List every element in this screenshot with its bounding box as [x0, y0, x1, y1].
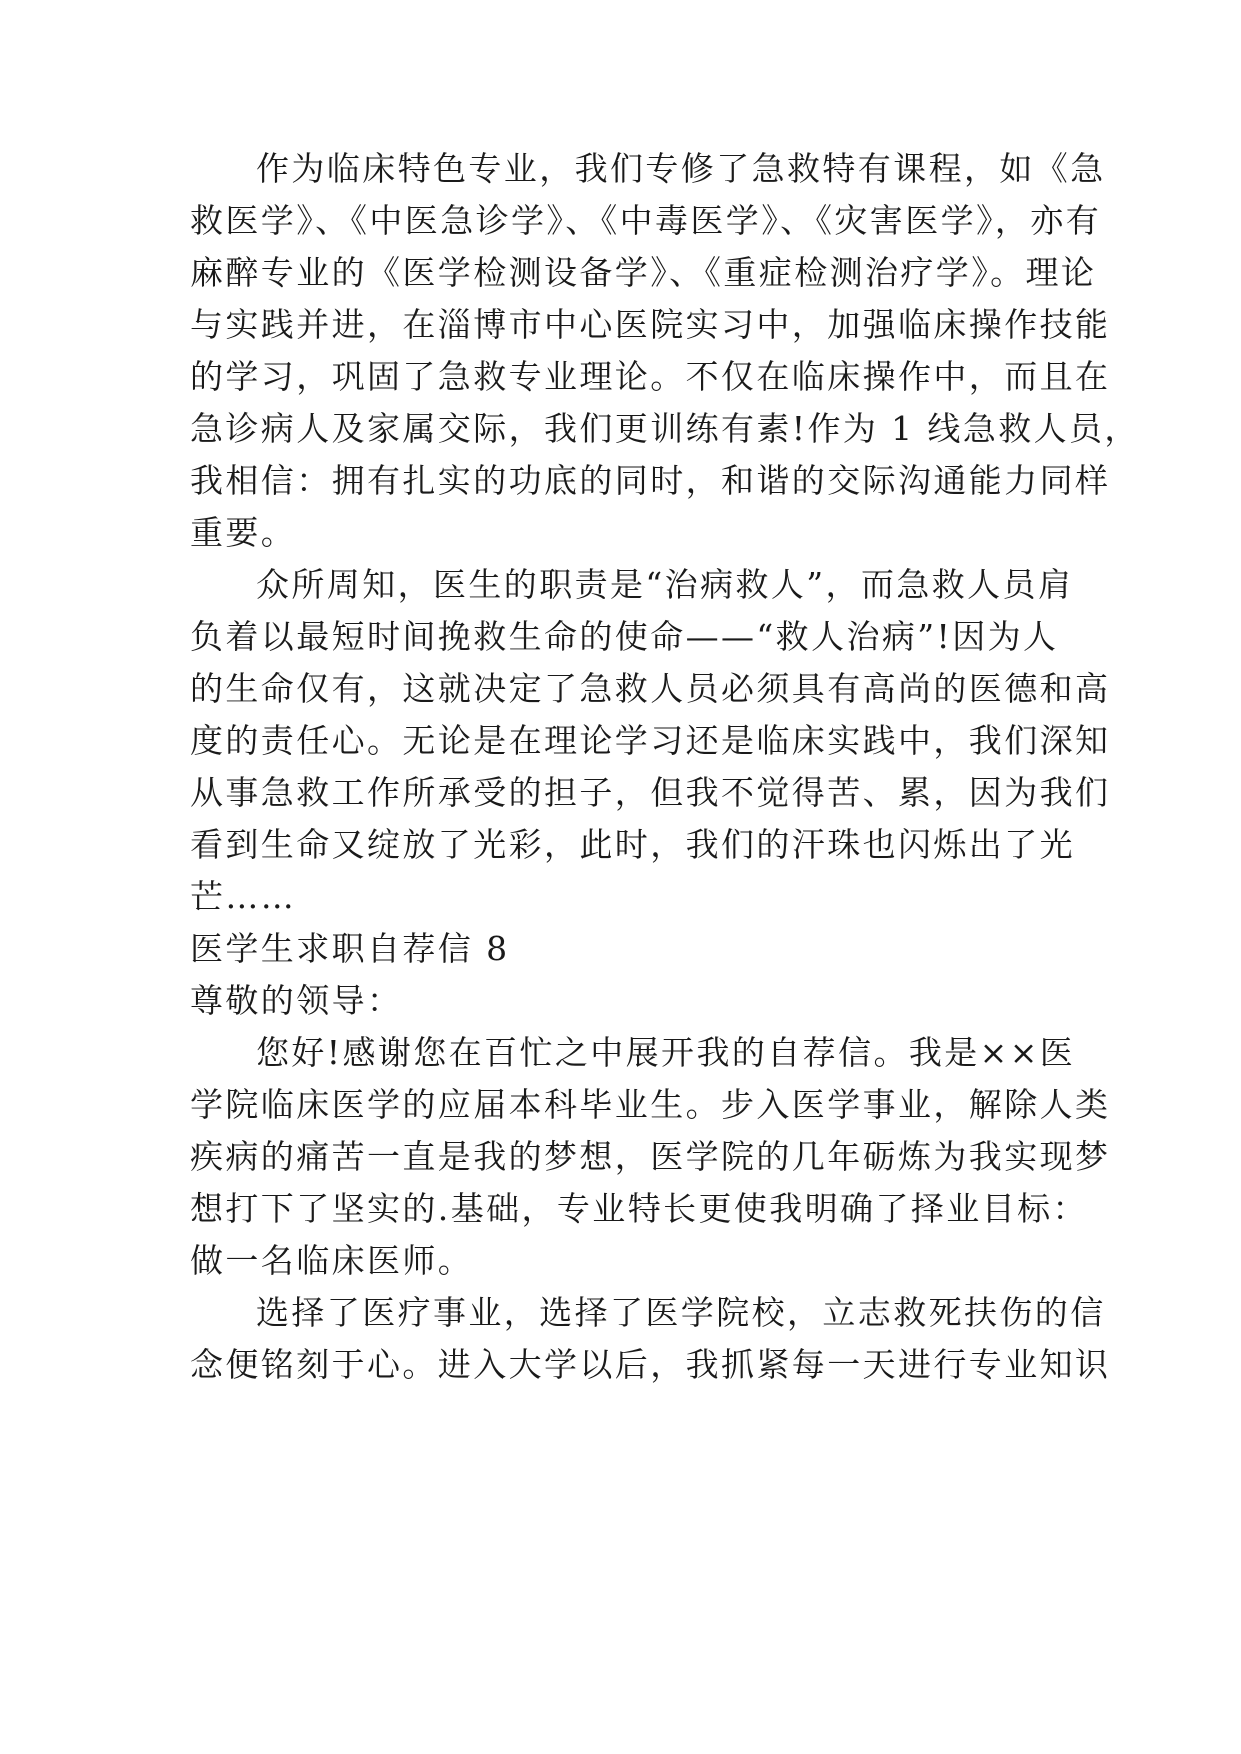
- paragraph-2-line-7: 芒……: [190, 877, 297, 916]
- paragraph-2-line-5: 从事急救工作所承受的担子，但我不觉得苦、累，因为我们: [190, 773, 1111, 812]
- paragraph-4-line-2: 念便铭刻于心。进入大学以后，我抓紧每一天进行专业知识: [190, 1345, 1111, 1384]
- salutation: 尊敬的领导：: [190, 981, 403, 1020]
- paragraph-1-line-6: 急诊病人及家属交际，我们更训练有素!作为 1 线急救人员，: [190, 409, 1140, 448]
- paragraph-3-line-3: 疾病的痛苦一直是我的梦想，医学院的几年砺炼为我实现梦: [190, 1137, 1111, 1176]
- paragraph-1-line-5: 的学习，巩固了急救专业理论。不仅在临床操作中，而且在: [190, 357, 1111, 396]
- paragraph-3-line-2: 学院临床医学的应届本科毕业生。步入医学事业，解除人类: [190, 1085, 1111, 1124]
- paragraph-2-line-3: 的生命仅有，这就决定了急救人员必须具有高尚的医德和高: [190, 669, 1111, 708]
- paragraph-1-line-7: 我相信：拥有扎实的功底的同时，和谐的交际沟通能力同样: [190, 461, 1111, 500]
- paragraph-2-line-4: 度的责任心。无论是在理论学习还是临床实践中，我们深知: [190, 721, 1111, 760]
- paragraph-3-line-1: 您好!感谢您在百忙之中展开我的自荐信。我是××医: [256, 1033, 1076, 1072]
- paragraph-1-line-4: 与实践并进，在淄博市中心医院实习中，加强临床操作技能: [190, 305, 1111, 344]
- paragraph-3-line-5: 做一名临床医师。: [190, 1241, 474, 1280]
- paragraph-1-line-2: 救医学》、《中医急诊学》、《中毒医学》、《灾害医学》，亦有: [190, 201, 1102, 240]
- paragraph-3-line-4: 想打下了坚实的.基础，专业特长更使我明确了择业目标：: [190, 1189, 1088, 1228]
- paragraph-1-line-3: 麻醉专业的《医学检测设备学》、《重症检测治疗学》。理论: [190, 253, 1097, 292]
- paragraph-2-line-1: 众所周知，医生的职责是“治病救人”，而急救人员肩: [256, 565, 1074, 604]
- paragraph-2-line-2: 负着以最短时间挽救生命的使命——“救人治病”!因为人: [190, 617, 1059, 656]
- paragraph-1-line-1: 作为临床特色专业，我们专修了急救特有课程，如《急: [256, 149, 1106, 188]
- paragraph-4-line-1: 选择了医疗事业，选择了医学院校，立志救死扶伤的信: [256, 1293, 1106, 1332]
- section-heading: 医学生求职自荐信 8: [190, 929, 510, 968]
- paragraph-2-line-6: 看到生命又绽放了光彩，此时，我们的汗珠也闪烁出了光: [190, 825, 1075, 864]
- paragraph-1-line-8: 重要。: [190, 513, 297, 552]
